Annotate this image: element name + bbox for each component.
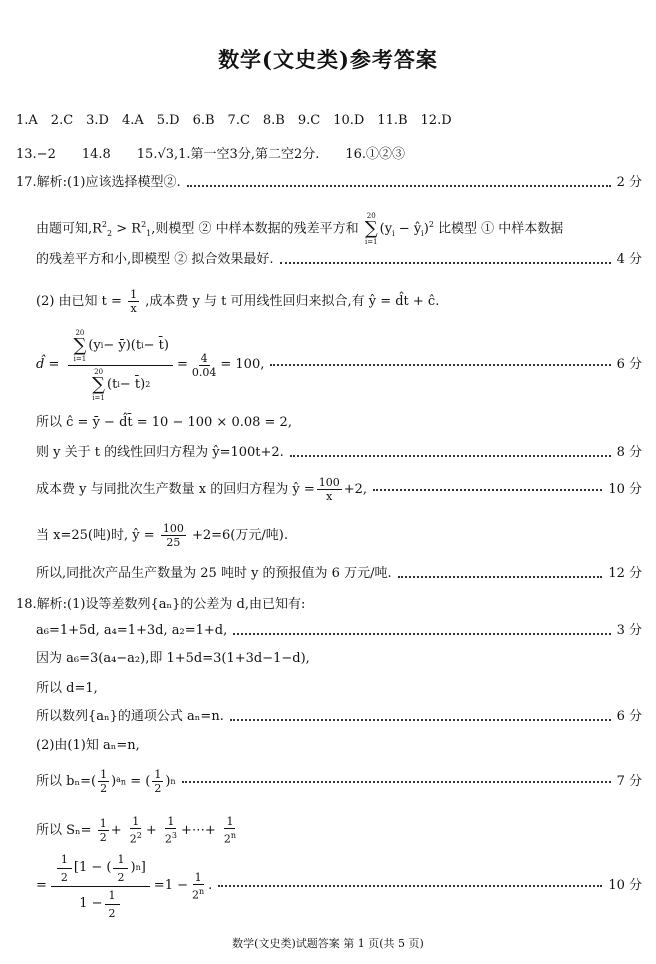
q18-line-1: 18.解析:(1)设等差数列{aₙ}的公差为 d,由已知有: [16,597,306,612]
q18-line-6: (2)由(1)知 aₙ=n, [36,738,140,753]
page-footer: 数学(文史类)试题答案 第 1 页(共 5 页) [232,937,424,950]
q18-line-2: a₆=1+5d, a₄=1+3d, a₂=1+d, 3 分 [36,623,642,638]
fraction: $\frac{1}{2}$ [1 − ( $\frac{1}{2}$ ) n ] 1 − $\frac{1}{2}$ [51,853,150,920]
score: 10 分 [608,481,642,497]
fraction: $\frac{1}{2^3}$ [164,815,177,846]
fraction: $\frac{1}{2^n}$ [192,870,205,902]
q17-line-8: 成本费 y 与同批次生产数量 x 的回归方程为 ŷ = $\frac{100}{x}$ +2, 10 分 [36,476,642,503]
score: 4 分 [616,252,642,267]
score: 3 分 [616,623,642,638]
fraction: $\frac{100}{25}$ [162,522,184,549]
q17-line-10: 所以,同批次产品生产数量为 25 吨时 y 的预报值为 6 万元/吨. 12 分 [36,566,642,581]
q17-line-4: (2) 由已知 t = $\frac{1}{x}$ ,成本费 y 与 t 可用线性回归来拟合,有 ŷ = d̂t + ĉ. [36,288,440,315]
fraction: $\frac{1}{2}$ [99,816,107,844]
score: 8 分 [616,445,642,460]
score: 2 分 [616,175,642,190]
score: 10 分 [608,878,642,893]
q18-line-3: 因为 a₆=3(a₄−a₂),即 1+5d=3(1+3d−1−d), [36,651,310,666]
page-title: 数学(文史类)参考答案 [218,47,438,72]
score: 6 分 [616,709,642,724]
fraction: $\frac{1}{2^n}$ [223,815,237,846]
q18-line-8: 所以 Sₙ= $\frac{1}{2}$ + $\frac{1}{2^2}$ + $\frac{1}{2^3}$ +⋯+ $\frac{1}{2^n}$ [36,815,237,846]
fraction: 20 ∑ i=1 (y i − ȳ)(t i − t̄) 20 ∑ i=1 (t i − t̄) 2 [68,329,173,402]
q17-line-7: 则 y 关于 t 的线性回归方程为 ŷ=100t+2. 8 分 [36,445,642,460]
q18-line-4: 所以 d=1, [36,681,98,696]
fraction: $\frac{4}{0.04}$ [191,351,217,379]
fill-blank-answers: 13.−2 14.8 15.√3,1.第一空3分,第二空2分. 16.①②③ [16,147,406,162]
fraction: $\frac{1}{2^2}$ [129,815,142,846]
fraction: $\frac{1}{x}$ [130,288,138,315]
q18-line-5: 所以数列{aₙ}的通项公式 aₙ=n. 6 分 [36,709,642,724]
fraction: $\frac{100}{x}$ [318,476,340,503]
q17-line-6: 所以 ĉ = ȳ − d̂t̄ = 10 − 100 × 0.08 = 2, [36,415,292,430]
q17-line-5: d̂ = 20 ∑ i=1 (y i − ȳ)(t i − t̄) 20 ∑ i=1 (t i − t̄) 2 = $\frac{4}{0.04}$ = 100, 6 分 [36,328,642,402]
q17-line-2: 由题可知$,R^2_2 > R^2_1$,则模型 ② 中样本数据的残差平方和 20 ∑ i=1 ($y_i$ − $ŷ_i)^2$ 比模型 ① 中样本数据 [36,212,564,246]
score: 6 分 [616,357,642,372]
multiple-choice-answers: 1.A 2.C 3.D 4.A 5.D 6.B 7.C 8.B 9.C 10.D 11.B 12.D [16,113,452,128]
summation-symbol: 20 ∑ i=1 [364,212,378,246]
fraction: $\frac{1}{2}$ [100,768,108,795]
q17-line-9: 当 x=25(吨)时, ŷ = $\frac{100}{25}$ +2=6(万元/吨). [36,522,288,549]
q17-line-1: 17.解析:(1)应该选择模型②. 2 分 [16,175,642,190]
q17-line-3: 的残差平方和小,即模型 ② 拟合效果最好. 4 分 [36,252,642,267]
fraction: $\frac{1}{2}$ [154,768,162,795]
score: 7 分 [616,773,642,789]
q18-line-9: = $\frac{1}{2}$ [1 − ( $\frac{1}{2}$ ) n ] 1 − $\frac{1}{2}$ =1 − $\frac{1}{2^n}$ . 10 分 [36,852,642,920]
score: 12 分 [608,566,642,581]
q18-line-7: 所以 bₙ= ( $\frac{1}{2}$ ) $a_n$ = ( $\frac{1}{2}$ ) n 7 分 [36,768,642,795]
